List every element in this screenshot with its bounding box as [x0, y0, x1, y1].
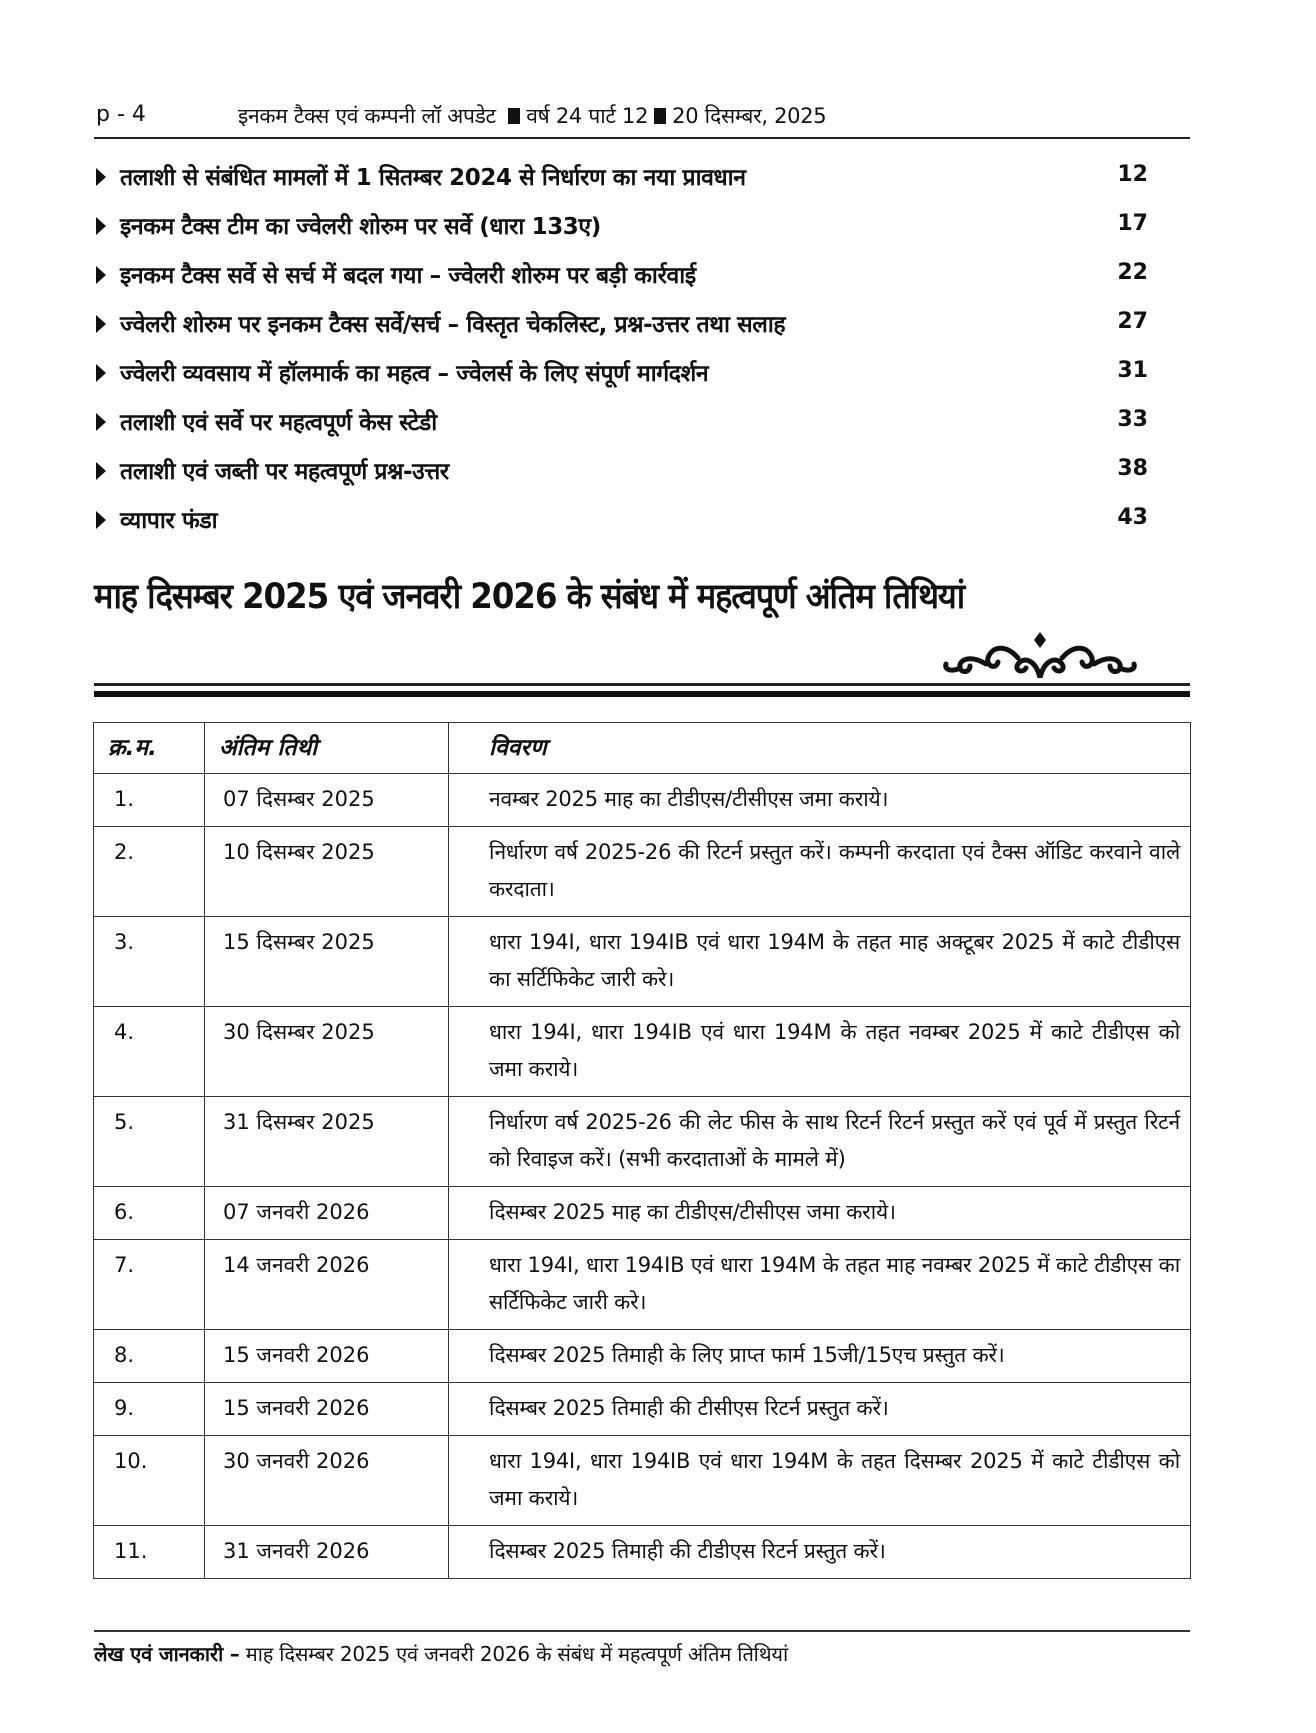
- description-cell: दिसम्बर 2025 तिमाही की टीसीएस रिटर्न प्रस्तुत करें।: [449, 1383, 1191, 1436]
- toc-item[interactable]: [94, 307, 1190, 356]
- toc-item-page: 43: [1117, 505, 1148, 530]
- table-row: [94, 1240, 1191, 1330]
- serial-cell: 11.: [94, 1526, 205, 1579]
- issue-date: 20 दिसम्बर, 2025: [672, 104, 827, 128]
- triangle-right-icon: [96, 315, 106, 333]
- description-cell: धारा 194I, धारा 194IB एवं धारा 194M के तहत माह अक्टूबर 2025 में काटे टीडीएस का सर्टिफिकेट जारी करे।: [449, 917, 1191, 1007]
- black-square-icon: [508, 108, 520, 124]
- table-header-row: [94, 723, 1191, 774]
- triangle-right-icon: [96, 413, 106, 431]
- toc-item-page: 12: [1117, 162, 1148, 187]
- deadline-cell: 31 जनवरी 2026: [205, 1526, 449, 1579]
- table-row: [94, 827, 1191, 917]
- toc-item[interactable]: [94, 258, 1190, 307]
- toc-item-page: 31: [1117, 358, 1148, 383]
- table-row: [94, 1330, 1191, 1383]
- page-number: p - 4: [96, 102, 146, 127]
- serial-cell: 2.: [94, 827, 205, 917]
- deadline-cell: 15 जनवरी 2026: [205, 1330, 449, 1383]
- description-cell: धारा 194I, धारा 194IB एवं धारा 194M के तहत दिसम्बर 2025 में काटे टीडीएस को जमा कराये।: [449, 1436, 1191, 1526]
- triangle-right-icon: [96, 462, 106, 480]
- toc-item-title: तलाशी से संबंधित मामलों में 1 सितम्बर 2024 से निर्धारण का नया प्रावधान: [120, 165, 746, 191]
- toc-item-page: 33: [1117, 407, 1148, 432]
- deadline-cell: 10 दिसम्बर 2025: [205, 827, 449, 917]
- toc-item[interactable]: [94, 503, 1190, 552]
- deadline-cell: 15 जनवरी 2026: [205, 1383, 449, 1436]
- triangle-right-icon: [96, 217, 106, 235]
- double-rule-thick: [94, 691, 1190, 697]
- header-rule: [94, 137, 1190, 139]
- footer-category: लेख एवं जानकारी –: [94, 1642, 240, 1666]
- serial-cell: 7.: [94, 1240, 205, 1330]
- double-rule-thin: [94, 683, 1190, 686]
- description-cell: दिसम्बर 2025 तिमाही की टीडीएस रिटर्न प्रस्तुत करें।: [449, 1526, 1191, 1579]
- section-title: माह दिसम्बर 2025 एवं जनवरी 2026 के संबंध में महत्वपूर्ण अंतिम तिथियां: [94, 577, 965, 617]
- table-row: [94, 1436, 1191, 1526]
- table-row: [94, 774, 1191, 827]
- deadline-cell: 07 दिसम्बर 2025: [205, 774, 449, 827]
- column-header-serial: क्र.म.: [94, 723, 205, 774]
- toc-item-title: व्यापार फंडा: [120, 508, 218, 534]
- table-row: [94, 1187, 1191, 1240]
- description-cell: धारा 194I, धारा 194IB एवं धारा 194M के तहत माह नवम्बर 2025 में काटे टीडीएस का सर्टिफिकेट जारी करे।: [449, 1240, 1191, 1330]
- serial-cell: 8.: [94, 1330, 205, 1383]
- serial-cell: 9.: [94, 1383, 205, 1436]
- footer-rule: [94, 1630, 1190, 1632]
- deadline-cell: 14 जनवरी 2026: [205, 1240, 449, 1330]
- serial-cell: 10.: [94, 1436, 205, 1526]
- footer-title: माह दिसम्बर 2025 एवं जनवरी 2026 के संबंध में महत्वपूर्ण अंतिम तिथियां: [245, 1642, 789, 1666]
- table-row: [94, 917, 1191, 1007]
- description-cell: नवम्बर 2025 माह का टीडीएस/टीसीएस जमा कराये।: [449, 774, 1191, 827]
- table-row: [94, 1383, 1191, 1436]
- deadline-cell: 15 दिसम्बर 2025: [205, 917, 449, 1007]
- deadline-cell: 30 दिसम्बर 2025: [205, 1007, 449, 1097]
- toc-item-title: तलाशी एवं सर्वे पर महत्वपूर्ण केस स्टेडी: [120, 410, 437, 436]
- triangle-right-icon: [96, 168, 106, 186]
- volume-info: वर्ष 24 पार्ट 12: [526, 104, 649, 128]
- serial-cell: 6.: [94, 1187, 205, 1240]
- triangle-right-icon: [96, 266, 106, 284]
- serial-cell: 3.: [94, 917, 205, 1007]
- deadlines-table: [93, 722, 1191, 1579]
- description-cell: धारा 194I, धारा 194IB एवं धारा 194M के तहत नवम्बर 2025 में काटे टीडीएस को जमा कराये।: [449, 1007, 1191, 1097]
- toc-item-page: 22: [1117, 260, 1148, 285]
- description-cell: निर्धारण वर्ष 2025-26 की लेट फीस के साथ रिटर्न रिटर्न प्रस्तुत करें एवं पूर्व में प्रस्तुत रिटर्न को रिवाइज करें। (सभी करदाताओं के मामले में): [449, 1097, 1191, 1187]
- deadline-cell: 30 जनवरी 2026: [205, 1436, 449, 1526]
- toc-item-title: तलाशी एवं जब्ती पर महत्वपूर्ण प्रश्न-उत्तर: [120, 459, 449, 485]
- serial-cell: 1.: [94, 774, 205, 827]
- serial-cell: 4.: [94, 1007, 205, 1097]
- description-cell: दिसम्बर 2025 माह का टीडीएस/टीसीएस जमा कराये।: [449, 1187, 1191, 1240]
- description-cell: निर्धारण वर्ष 2025-26 की रिटर्न प्रस्तुत करें। कम्पनी करदाता एवं टैक्स ऑडिट करवाने वाले करदाता।: [449, 827, 1191, 917]
- toc-item-title: ज्वेलरी शोरुम पर इनकम टैक्स सर्वे/सर्च – विस्तृत चेकलिस्ट, प्रश्न-उत्तर तथा सलाह: [120, 312, 786, 338]
- table-row: [94, 1097, 1191, 1187]
- toc-item[interactable]: [94, 356, 1190, 405]
- toc-item[interactable]: [94, 405, 1190, 454]
- running-header: [96, 100, 1188, 138]
- publication-name: इनकम टैक्स एवं कम्पनी लॉ अपडेट: [238, 104, 496, 128]
- toc-item-page: 27: [1117, 309, 1148, 334]
- deadline-cell: 31 दिसम्बर 2025: [205, 1097, 449, 1187]
- serial-cell: 5.: [94, 1097, 205, 1187]
- triangle-right-icon: [96, 364, 106, 382]
- description-cell: दिसम्बर 2025 तिमाही के लिए प्राप्त फार्म 15जी/15एच प्रस्तुत करें।: [449, 1330, 1191, 1383]
- toc-item[interactable]: [94, 160, 1190, 209]
- table-row: [94, 1007, 1191, 1097]
- toc-item-title: इनकम टैक्स सर्वे से सर्च में बदल गया – ज्वेलरी शोरुम पर बड़ी कार्रवाई: [120, 263, 696, 289]
- toc-item[interactable]: [94, 454, 1190, 503]
- table-of-contents: [94, 160, 1190, 552]
- toc-item[interactable]: [94, 209, 1190, 258]
- toc-item-title: इनकम टैक्स टीम का ज्वेलरी शोरुम पर सर्वे (धारा 133ए): [120, 214, 601, 240]
- column-header-date: अंतिम तिथी: [205, 723, 449, 774]
- toc-item-page: 17: [1117, 211, 1148, 236]
- publication-line: [238, 102, 826, 130]
- table-row: [94, 1526, 1191, 1579]
- deadline-cell: 07 जनवरी 2026: [205, 1187, 449, 1240]
- black-square-icon: [654, 108, 666, 124]
- scroll-ornament-icon: [940, 630, 1140, 678]
- triangle-right-icon: [96, 511, 106, 529]
- toc-item-title: ज्वेलरी व्यवसाय में हॉलमार्क का महत्व – ज्वेलर्स के लिए संपूर्ण मार्गदर्शन: [120, 361, 709, 387]
- column-header-description: विवरण: [449, 723, 1191, 774]
- toc-item-page: 38: [1117, 456, 1148, 481]
- running-footer: [94, 1640, 788, 1667]
